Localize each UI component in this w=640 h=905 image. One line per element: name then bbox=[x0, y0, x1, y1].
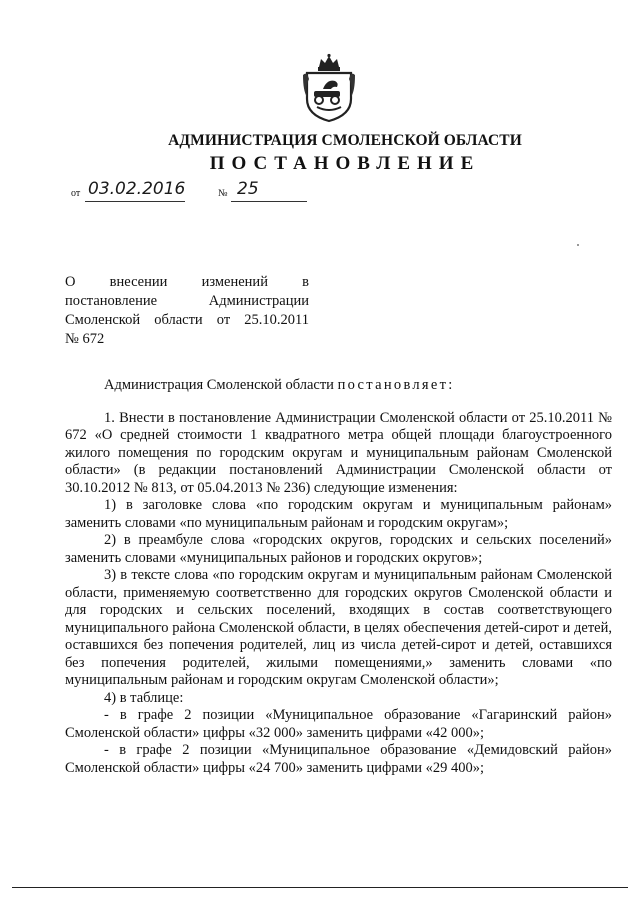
document-body bbox=[65, 377, 612, 777]
body-paragraph: - в графе 2 позиции «Муниципальное образование «Демидовский район» Смоленской области» цифры «24 700» заменить цифрами «29 400»; bbox=[65, 742, 612, 776]
handwritten-date: 03.02.2016 bbox=[88, 179, 186, 199]
subject-block bbox=[65, 273, 309, 349]
handwritten-number: 25 bbox=[237, 179, 259, 199]
number-underline bbox=[231, 201, 307, 202]
scan-mark bbox=[577, 244, 579, 246]
date-number-line bbox=[71, 179, 311, 209]
organization-title: АДМИНИСТРАЦИЯ СМОЛЕНСКОЙ ОБЛАСТИ bbox=[168, 132, 522, 149]
subject-line: постановление Администрации bbox=[65, 293, 309, 309]
resolves-verb: постановляет: bbox=[337, 377, 455, 393]
subject-line: О внесении изменений в bbox=[65, 274, 309, 290]
date-label: от bbox=[71, 188, 81, 199]
body-paragraph: 3) в тексте слова «по городским округам и муниципальным районам Смоленской области, применяемую соответственно для городских округов Смоленской области и для городских и сельских поселений, входящих в состав соответствующего муниципального района Смоленской области, в целях обеспечения детей-сирот и детей, оставшихся без попечения родителей, лиц из числа детей-сирот и детей, оставшихся без попечения родителей, жилыми помещениями,» заменить словами «по муниципальным районам и городским округам Смоленской области»; bbox=[65, 567, 612, 688]
number-label: № bbox=[218, 188, 228, 199]
date-underline bbox=[85, 201, 185, 202]
body-paragraph: 4) в таблице: bbox=[104, 689, 184, 706]
body-paragraph: - в графе 2 позиции «Муниципальное образование «Гагаринский район» Смоленской области» цифры «32 000» заменить цифрами «42 000»; bbox=[65, 707, 612, 741]
document-type-title: ПОСТАНОВЛЕНИЕ bbox=[209, 153, 481, 174]
bottom-rule bbox=[12, 887, 628, 888]
body-paragraph: 2) в преамбуле слова «городских округов, городских и сельских поселений» заменить словами «муниципальных районов и городских округов»; bbox=[65, 532, 612, 566]
intro-paragraph: Администрация Смоленской области постановляет: bbox=[104, 377, 455, 393]
coat-of-arms-emblem bbox=[301, 53, 357, 123]
subject-line: Смоленской области от 25.10.2011 bbox=[65, 312, 309, 328]
subject-line: № 672 bbox=[65, 331, 105, 347]
body-paragraph: 1. Внести в постановление Администрации Смоленской области от 25.10.2011 № 672 «О средней стоимости 1 квадратного метра общей площади благоустроенного жилого помещения по городским округам и муниципальным районам Смоленской области» (в редакции постановлений Администрации Смоленской области от 30.10.2012 № 813, от 05.04.2013 № 236) следующие изменения: bbox=[65, 409, 612, 496]
body-paragraph: 1) в заголовке слова «по городским округам и муниципальным районам» заменить словами «по муниципальным районам и городским округам»; bbox=[65, 497, 612, 531]
